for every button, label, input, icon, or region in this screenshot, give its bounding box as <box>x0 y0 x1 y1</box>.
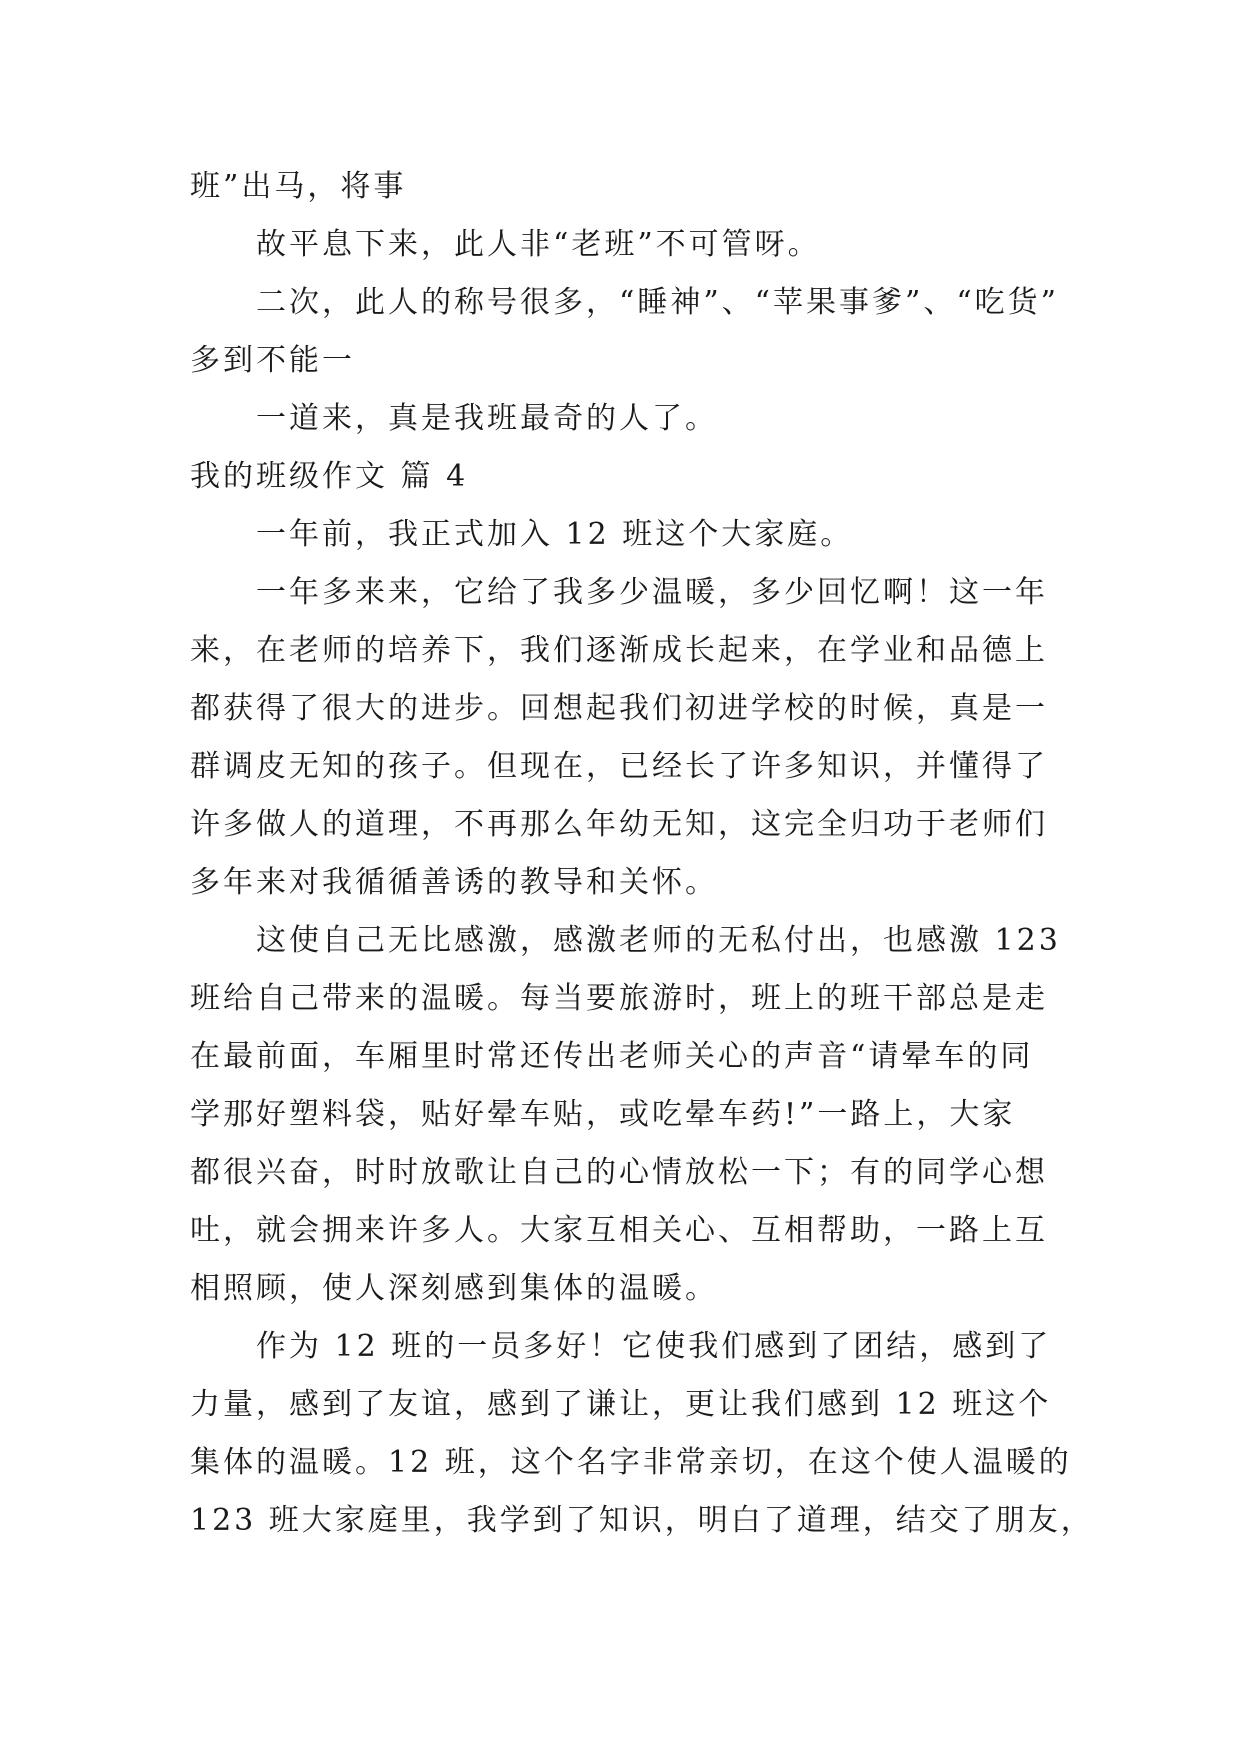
text-line: 一年前，我正式加入 12 班这个大家庭。 <box>256 517 854 552</box>
text-line: 学那好塑料袋，贴好晕车贴，或吃晕车药!”一路上，大家 <box>190 1097 1016 1132</box>
text-line: 多到不能一 <box>190 343 355 378</box>
text-line: 二次，此人的称号很多，“睡神”、“苹果事爹”、“吃货” <box>256 285 1060 320</box>
text-line: 这使自己无比感激，感激老师的无私付出，也感激 123 <box>256 923 1061 958</box>
text-line: 都很兴奋，时时放歌让自己的心情放松一下；有的同学心想 <box>190 1155 1048 1190</box>
text-line: 集体的温暖。12 班，这个名字非常亲切，在这个使人温暖的 <box>190 1445 1072 1480</box>
text-line: 许多做人的道理，不再那么年幼无知，这完全归功于老师们 <box>190 807 1048 842</box>
text-line: 故平息下来，此人非“老班”不可管呀。 <box>256 227 821 262</box>
text-line: 吐，就会拥来许多人。大家互相关心、互相帮助，一路上互 <box>190 1213 1048 1248</box>
text-line: 都获得了很大的进步。回想起我们初进学校的时候，真是一 <box>190 691 1048 726</box>
text-line: 力量，感到了友谊，感到了谦让，更让我们感到 12 班这个 <box>190 1387 1052 1422</box>
text-line: 班给自己带来的温暖。每当要旅游时，班上的班干部总是走 <box>190 981 1048 1016</box>
section-heading: 我的班级作文 篇 4 <box>190 459 469 494</box>
text-line: 123 班大家庭里，我学到了知识，明白了道理，结交了朋友， <box>190 1503 1094 1538</box>
text-line: 相照顾，使人深刻感到集体的温暖。 <box>190 1271 718 1306</box>
text-line: 一道来，真是我班最奇的人了。 <box>256 401 718 436</box>
text-line: 班”出马，将事 <box>190 169 407 204</box>
document-body <box>190 158 1094 1550</box>
text-line: 一年多来来，它给了我多少温暖，多少回忆啊！这一年 <box>256 575 1048 610</box>
text-line: 在最前面，车厢里时常还传出老师关心的声音“请晕车的同 <box>190 1039 1034 1074</box>
text-line: 来，在老师的培养下，我们逐渐成长起来，在学业和品德上 <box>190 633 1048 668</box>
text-line: 群调皮无知的孩子。但现在，已经长了许多知识，并懂得了 <box>190 749 1048 784</box>
text-line: 多年来对我循循善诱的教导和关怀。 <box>190 865 718 900</box>
text-line: 作为 12 班的一员多好！它使我们感到了团结，感到了 <box>256 1329 1052 1364</box>
